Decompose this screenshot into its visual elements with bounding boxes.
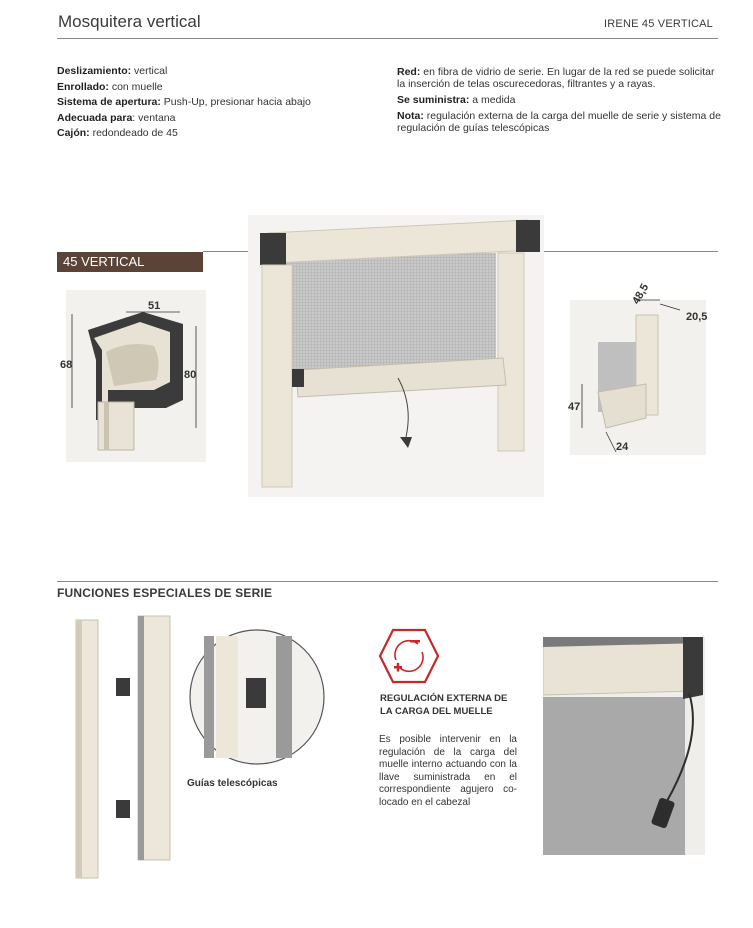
special-section-title: FUNCIONES ESPECIALES DE SERIE [57, 586, 273, 600]
product-main-drawing [248, 215, 544, 497]
spec-suministra: Se suministra: a medida [397, 94, 516, 106]
cassette-section-drawing [58, 290, 208, 465]
spec-enrollado: Enrollado: con muelle [57, 80, 163, 93]
dim-width-label: 51 [148, 300, 161, 312]
connector-bottom [116, 800, 130, 818]
spring-adjust-icon [378, 628, 440, 684]
zoom-bar-left [216, 636, 238, 758]
page-title: Mosquitera vertical [58, 12, 201, 31]
telescopic-zoom-drawing [188, 628, 326, 766]
tag-line-left [203, 251, 251, 252]
photo-cassette [543, 641, 693, 695]
photo-mesh [543, 697, 685, 855]
mesh-net [286, 253, 496, 375]
section-roll [106, 344, 159, 386]
special-divider [57, 581, 718, 582]
specs-left [57, 64, 377, 142]
model-code: IRENE 45 VERTICAL [604, 18, 713, 30]
dim-bottom-height-label: 47 [568, 401, 581, 413]
right-end-cap [516, 220, 540, 252]
spec-adecuada: Adecuada para: ventana [57, 111, 176, 124]
header-divider [57, 38, 718, 39]
spec-sistema-apertura: Sistema de apertura: Push-Up, presionar hacia abajo [57, 96, 311, 108]
guide-bar-left-shade [76, 620, 82, 878]
left-end-cap [260, 233, 286, 265]
spring-title: REGULACIÓN EXTERNA DE LA CARGA DEL MUELLE [380, 693, 508, 717]
dim-side-label: 20,5 [686, 311, 708, 323]
bottom-bar-cap [292, 369, 304, 387]
photo-end-cap [683, 637, 703, 699]
zoom-bar-right [276, 636, 292, 758]
left-guide [262, 265, 292, 487]
guides-caption: Guías telescópicas [187, 778, 278, 789]
right-guide [498, 253, 524, 451]
specs-right [397, 66, 722, 138]
spec-deslizamiento: Deslizamiento: vertical [57, 65, 168, 77]
tag-line-right [535, 251, 718, 252]
spring-text: Es posible intervenir en la regulación de la carga del muelle interno actuando con la llave suministrada en el correspondiente agujero co-locado en el cabezal [379, 734, 517, 808]
dim-bottom-width-label: 24 [616, 441, 629, 453]
model-tag: 45 VERTICAL [57, 252, 203, 272]
spec-nota: Nota: regulación externa de la carga del muelle de serie y sistema de regulación de guías telescópicas [397, 110, 721, 134]
hexagon-outline [380, 630, 438, 682]
zoom-bar-left-shade [204, 636, 214, 758]
section-guide-slot [104, 402, 109, 450]
dim-height-left-label: 68 [60, 359, 73, 371]
minus-sign [410, 640, 420, 643]
spring-detail-photo [543, 637, 705, 855]
plus-sign-v [397, 663, 400, 672]
guide-bar-right-shade [138, 616, 144, 860]
zoom-connector [246, 678, 266, 708]
telescopic-guides-drawing [62, 612, 182, 882]
dim-height-right-label: 80 [184, 369, 197, 381]
connector-top [116, 678, 130, 696]
dim-top-label: 48,5 [630, 281, 652, 307]
guide-section-drawing [568, 280, 718, 455]
spec-red: Red: en fibra de vidrio de serie. En lugar de la red se puede solicitar la inserción de telas oscurecedoras, filtrantes y a rayas. [397, 66, 715, 90]
section-guide [98, 402, 134, 450]
spec-cajon: Cajón: redondeado de 45 [57, 127, 178, 139]
